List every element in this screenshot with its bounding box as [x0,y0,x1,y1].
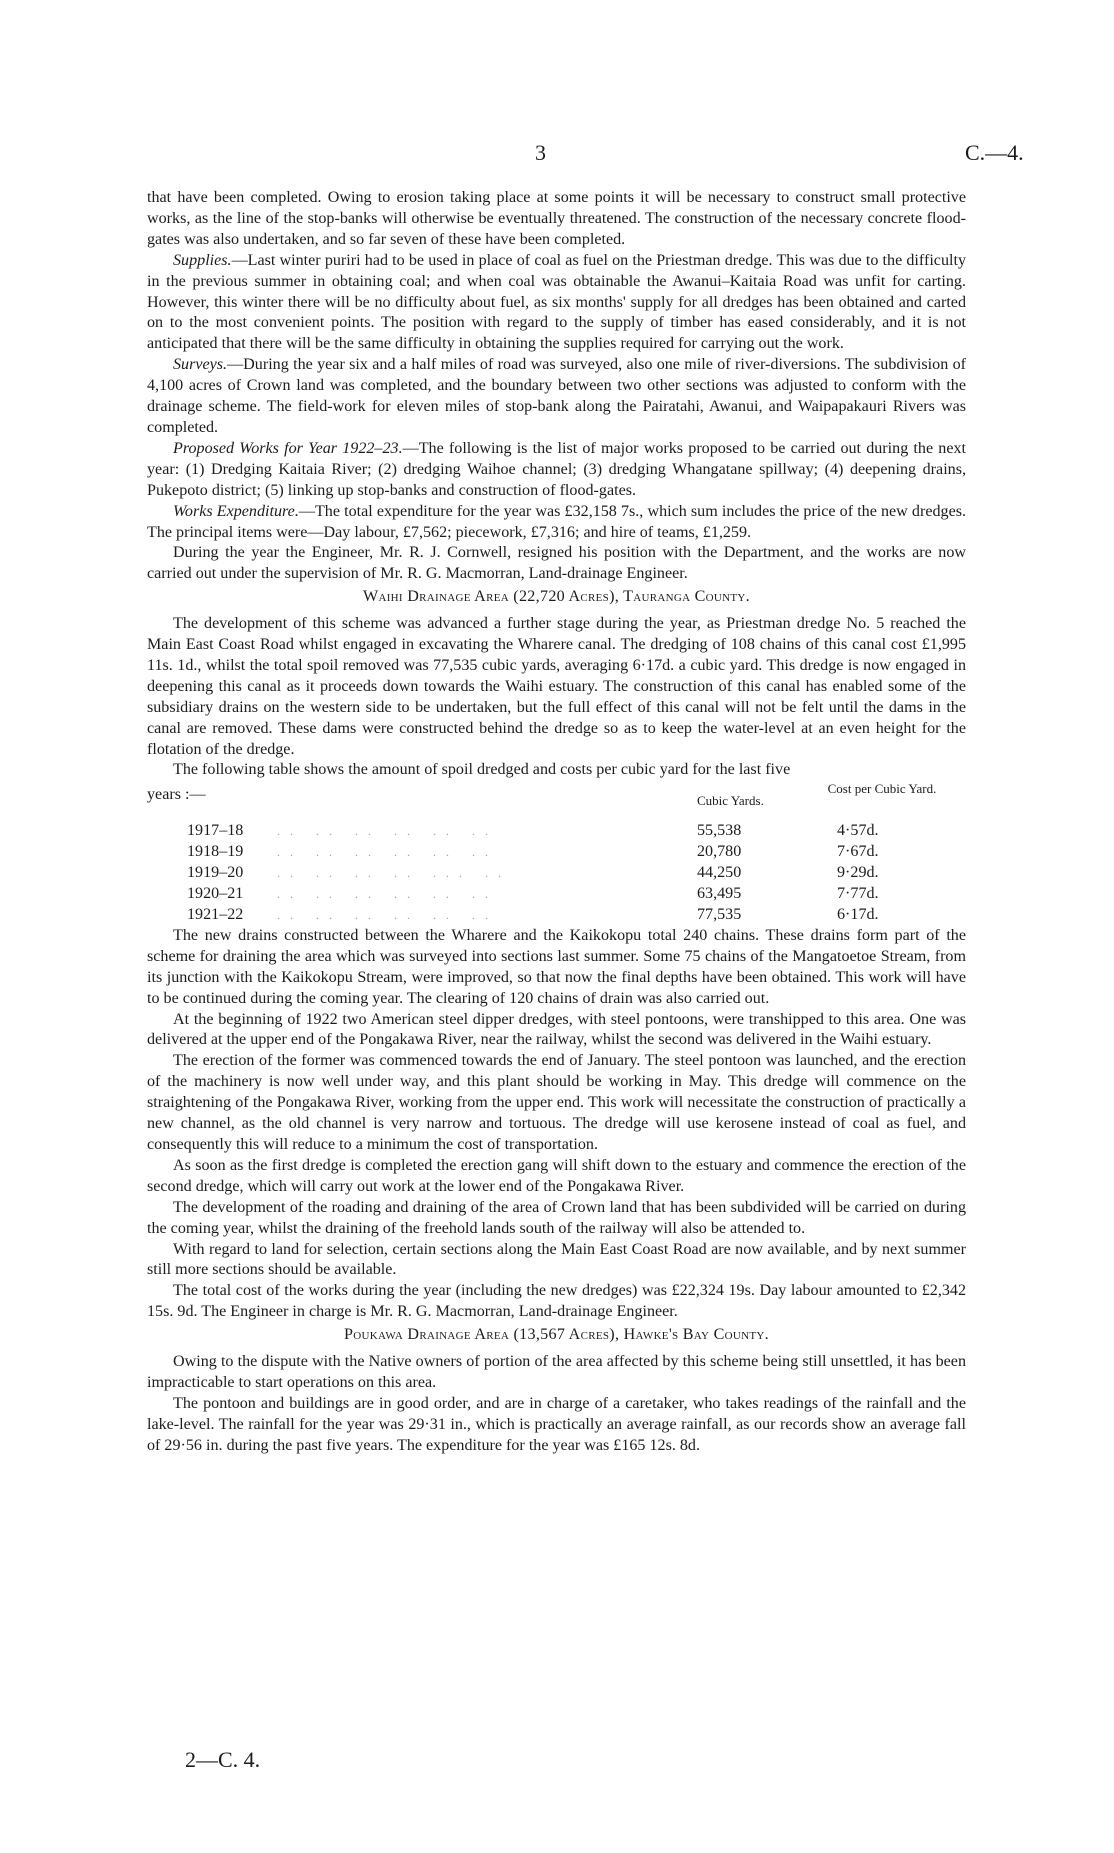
leader-dots: .. .. .. .. .. .. [277,824,498,839]
leader-dots: .. .. .. .. .. .. [277,908,498,922]
paragraph-supplies [147,251,966,356]
paragraph-poukawa-dispute: Owing to the dispute with the Native owners of portion of the area affected by this scheme being still unsettled, it has been impracticable to start operations on this area. [147,1353,966,1391]
paragraph-waihi-second-dredge: As soon as the first dredge is completed the erection gang will shift down to the estuary and commence the erection of the second dredge, which will carry out work at the lower end of the Pongakawa River. [147,1156,966,1195]
spoil-table [147,781,966,926]
surveys-label: Surveys. [173,356,228,374]
page-footer-signature: 2—C. 4. [185,1747,261,1772]
column-header-cost: Cost per Cubic Yard. [827,781,937,797]
table-row [187,905,917,926]
paragraph-continuation: that have been completed. Owing to erosion taking place at some points it will be necessary to construct small protective works, as the line of the stop-banks will otherwise be eventually threatened. The construction of the necessary concrete flood-gates was also undertaken, and so far seven of these have been completed. [147,189,966,248]
row-cost: 7·67d. [837,843,879,861]
paragraph-waihi-intro: The development of this scheme was advanced a further stage during the year, as Priestman dredge No. 5 reached the Main East Coast Road whilst engaged in excavating the Wharere canal. The dredging of 108 chains of this canal cost £1,995 11s. 1d., whilst the total spoil removed was 77,535 cubic yards, averaging 6·17d. a cubic yard. This dredge is now engaged in deepening this canal as it proceeds down towards the Waihi estuary. The construction of this canal has enabled some of the subsidiary drains on the western side to be undertaken, but the full effect of this canal will not be felt until the dams in the canal are removed. These dams were constructed behind the dredge so as to keep the water-level at an even height for the flotation of the dredge. [147,615,966,758]
row-year: 1919–20 [187,864,244,882]
paragraph-works-expenditure [147,502,966,544]
column-header-cubic-yards: Cubic Yards. [697,793,764,809]
body-text [147,188,966,1457]
paragraph-engineer: During the year the Engineer, Mr. R. J. Cornwell, resigned his position with the Department, and the works are now carried out under the supervision of Mr. R. G. Macmorran, Land-drainage Engineer. [147,544,966,583]
leader-dots: .. .. .. .. .. .. [277,887,498,902]
table-header [147,781,966,821]
table-row [187,842,917,863]
supplies-text: —Last winter puriri had to be used in place of coal as fuel on the Priestman dredge. This was due to the difficulty in the previous summer in obtaining coal; and when coal was obtainable the Awanui–Kaitaia Road was unfit for carting. However, this winter there will be no difficulty about fuel, as six months' supply for all dredges has been obtained and carted on to the most convenient points. The position with regard to the supply of timber has eased considerably, and it is not anticipated that there will be the same difficulty in obtaining the supplies required for carrying out the work. [147,251,966,353]
paragraph-waihi-drains: The new drains constructed between the Wharere and the Kaikokopu total 240 chains. These drains form part of the scheme for draining the area which was surveyed into sections last summer. Some 75 chains of the Mangatoetoe Stream, from its junction with the Kaikokopu Stream, were improved, so that now the final depths have been obtained. This work will have to be continued during the coming year. The clearing of 120 chains of drain was also carried out. [147,926,966,1007]
page-number: 3 [535,140,546,165]
row-year: 1918–19 [187,843,244,861]
row-cost: 4·57d. [837,822,879,840]
paragraph-table-intro: The following table shows the amount of spoil dredged and costs per cubic yard for the last five [173,761,791,779]
expenditure-label: Works Expenditure. [173,502,299,520]
paragraph-waihi-erection: The erection of the former was commenced towards the end of January. The steel pontoon was launched, and the erection of the machinery is now well under way, and this plant should be working in May. This dredge will commence on the straightening of the Pongakawa River, working from the upper end. This work will necessitate the construction of practically a new channel, as the old channel is very narrow and tortuous. The dredge will use kerosene instead of coal as fuel, and consequently this will reduce to a minimum the cost of transportation. [147,1052,966,1153]
paragraph-proposed-works [147,439,966,502]
paragraph-waihi-selection: With regard to land for selection, certain sections along the Main East Coast Road are now available, and by next summer still more sections should be available. [147,1240,966,1279]
row-year: 1921–22 [187,906,244,923]
table-row [187,821,917,842]
row-cubic-yards: 20,780 [697,843,742,861]
table-years-label: years :— [147,786,206,804]
section-heading-poukawa: Poukawa Drainage Area (13,567 Acres), Hawke's Bay County. [344,1326,769,1344]
row-cost: 7·77d. [837,885,879,903]
paragraph-waihi-dredges: At the beginning of 1922 two American steel dipper dredges, with steel pontoons, were transhipped to this area. One was delivered at the upper end of the Pongakawa River, near the railway, whilst the second was delivered in the Waihi estuary. [147,1010,966,1049]
proposed-text: —The following is the list of major works proposed to be carried out during the next year: (1) Dredging Kaitaia River; (2) dredging Waihoe channel; (3) dredging Whangatane spillway; (4) deepening drains, Pukepoto district; (5) linking up stop-banks and construction of flood-gates. [147,439,967,499]
row-cubic-yards: 63,495 [697,885,742,903]
row-year: 1920–21 [187,885,244,903]
proposed-label: Proposed Works for Year 1922–23. [173,439,403,457]
paragraph-poukawa-rainfall: The pontoon and buildings are in good order, and are in charge of a caretaker, who takes readings of the rainfall and the lake-level. The rainfall for the year was 29·31 in., which is practically an average rainfall, as our records show an average fall of 29·56 in. during the past five years. The expenditure for the year was £165 12s. 8d. [147,1394,966,1454]
surveys-text: —During the year six and a half miles of road was surveyed, also one mile of river-diversions. The subdivision of 4,100 acres of Crown land was completed, and the boundary between two other sections was adjusted to conform with the drainage scheme. The field-work for eleven miles of stop-bank along the Pairatahi, Awanui, and Waipapakauri Rivers was completed. [147,356,966,436]
section-heading-waihi: Waihi Drainage Area (22,720 Acres), Tauranga County. [362,588,751,606]
leader-dots: .. .. .. .. ... .. [277,866,511,881]
row-cost: 6·17d. [837,906,879,923]
table-row [187,884,917,905]
paragraph-waihi-cost: The total cost of the works during the year (including the new dredges) was £22,324 19s. Day labour amounted to £2,342 15s. 9d. The Engineer in charge is Mr. R. G. Macmorran, Land-drainage Engineer. [147,1282,966,1321]
table-body [187,821,917,926]
row-cubic-yards: 44,250 [697,864,742,882]
paragraph-surveys [147,355,966,439]
table-row [187,863,917,884]
leader-dots: .. .. .. .. .. .. [277,845,498,860]
row-cubic-yards: 77,535 [697,906,742,923]
document-reference: C.—4. [965,140,1024,165]
supplies-label: Supplies. [173,251,232,269]
row-year: 1917–18 [187,822,244,840]
expenditure-text: —The total expenditure for the year was £32,158 7s., which sum includes the price of the new dredges. The principal items were—Day labour, £7,562; piecework, £7,316; and hire of teams, £1,259. [147,502,967,541]
row-cubic-yards: 55,538 [697,822,742,840]
paragraph-waihi-roading: The development of the roading and draining of the area of Crown land that has been subdivided will be carried on during the coming year, whilst the draining of the freehold lands south of the railway will also be attended to. [147,1198,966,1237]
row-cost: 9·29d. [837,864,879,882]
